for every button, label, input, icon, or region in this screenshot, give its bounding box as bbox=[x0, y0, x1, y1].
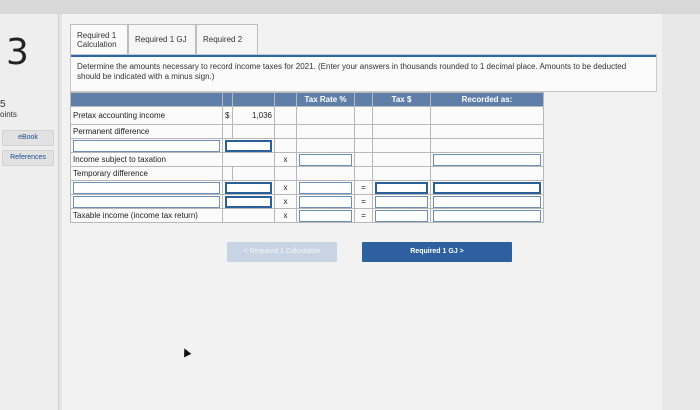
instructions-text: Determine the amounts necessary to record income taxes for 2021. (Enter your answers in thousands rounded to 1 decimal place. Amounts to be deducted should be indicated with a minus sign.) bbox=[77, 62, 627, 81]
multiply-sign: x bbox=[275, 209, 297, 223]
temporary-amount-input-2[interactable] bbox=[225, 196, 272, 208]
next-button[interactable]: Required 1 GJ > bbox=[362, 242, 512, 262]
top-strip bbox=[0, 0, 700, 14]
instructions-rule bbox=[71, 55, 656, 57]
references-link[interactable]: References bbox=[2, 150, 54, 166]
row-label-permanent: Permanent difference bbox=[71, 125, 223, 139]
left-sidebar bbox=[0, 14, 59, 410]
mouse-cursor-icon bbox=[181, 347, 192, 358]
permanent-description-input[interactable] bbox=[73, 140, 220, 152]
table-row bbox=[71, 107, 544, 125]
header-row bbox=[71, 93, 544, 107]
row-label-pretax: Pretax accounting income bbox=[71, 107, 223, 125]
tab-label: Required 1 GJ bbox=[135, 35, 187, 44]
temporary-description-input-2[interactable] bbox=[73, 196, 220, 208]
header-tax: Tax $ bbox=[373, 93, 431, 107]
table-row bbox=[71, 209, 544, 223]
temporary-tax-rate-input-1[interactable] bbox=[299, 182, 352, 194]
table-row bbox=[71, 139, 544, 153]
subject-tax-rate-input[interactable] bbox=[299, 154, 352, 166]
tab-required-1-calculation[interactable] bbox=[70, 24, 128, 54]
tab-label: Required 2 bbox=[203, 35, 243, 44]
points-label: oints bbox=[0, 110, 17, 119]
tab-label-line1: Required 1 bbox=[77, 30, 117, 40]
question-panel bbox=[62, 14, 662, 410]
points-info bbox=[0, 100, 17, 120]
tax-calculation-table bbox=[70, 92, 544, 223]
multiply-sign: x bbox=[275, 195, 297, 209]
previous-button: < Required 1 Calculation bbox=[227, 242, 337, 262]
taxable-tax-rate-input[interactable] bbox=[299, 210, 352, 222]
row-label-subject: Income subject to taxation bbox=[71, 153, 223, 167]
table-row bbox=[71, 167, 544, 181]
equals-sign: = bbox=[355, 195, 373, 209]
temporary-description-input-1[interactable] bbox=[73, 182, 220, 194]
temporary-tax-input-2[interactable] bbox=[375, 196, 428, 208]
question-number: 3 bbox=[6, 32, 29, 73]
temporary-tax-rate-input-2[interactable] bbox=[299, 196, 352, 208]
taxable-tax-input[interactable] bbox=[375, 210, 428, 222]
currency-symbol: $ bbox=[223, 107, 233, 125]
pretax-income-value: 1,036 bbox=[233, 107, 275, 125]
header-recorded-as: Recorded as: bbox=[431, 93, 544, 107]
tab-required-2[interactable] bbox=[196, 24, 258, 54]
tab-label-line2: Calculation bbox=[77, 39, 117, 49]
tab-required-1-gj[interactable] bbox=[128, 24, 196, 54]
temporary-recorded-as-input-2[interactable] bbox=[433, 196, 541, 208]
table-row bbox=[71, 195, 544, 209]
row-label-temporary: Temporary difference bbox=[71, 167, 223, 181]
multiply-sign: x bbox=[275, 153, 297, 167]
temporary-amount-input-1[interactable] bbox=[225, 182, 272, 194]
right-margin bbox=[662, 14, 700, 410]
table-row bbox=[71, 125, 544, 139]
permanent-amount-input[interactable] bbox=[225, 140, 272, 152]
row-label-taxable: Taxable income (income tax return) bbox=[71, 209, 223, 223]
equals-sign: = bbox=[355, 181, 373, 195]
subject-recorded-as-input[interactable] bbox=[433, 154, 541, 166]
equals-sign: = bbox=[355, 209, 373, 223]
table-row bbox=[71, 181, 544, 195]
multiply-sign: x bbox=[275, 181, 297, 195]
header-tax-rate: Tax Rate % bbox=[297, 93, 355, 107]
instructions-box bbox=[70, 54, 657, 92]
points-value: 5 bbox=[0, 99, 6, 110]
temporary-tax-input-1[interactable] bbox=[375, 182, 428, 194]
taxable-recorded-as-input[interactable] bbox=[433, 210, 541, 222]
temporary-recorded-as-input-1[interactable] bbox=[433, 182, 541, 194]
ebook-link[interactable]: eBook bbox=[2, 130, 54, 146]
table-row bbox=[71, 153, 544, 167]
